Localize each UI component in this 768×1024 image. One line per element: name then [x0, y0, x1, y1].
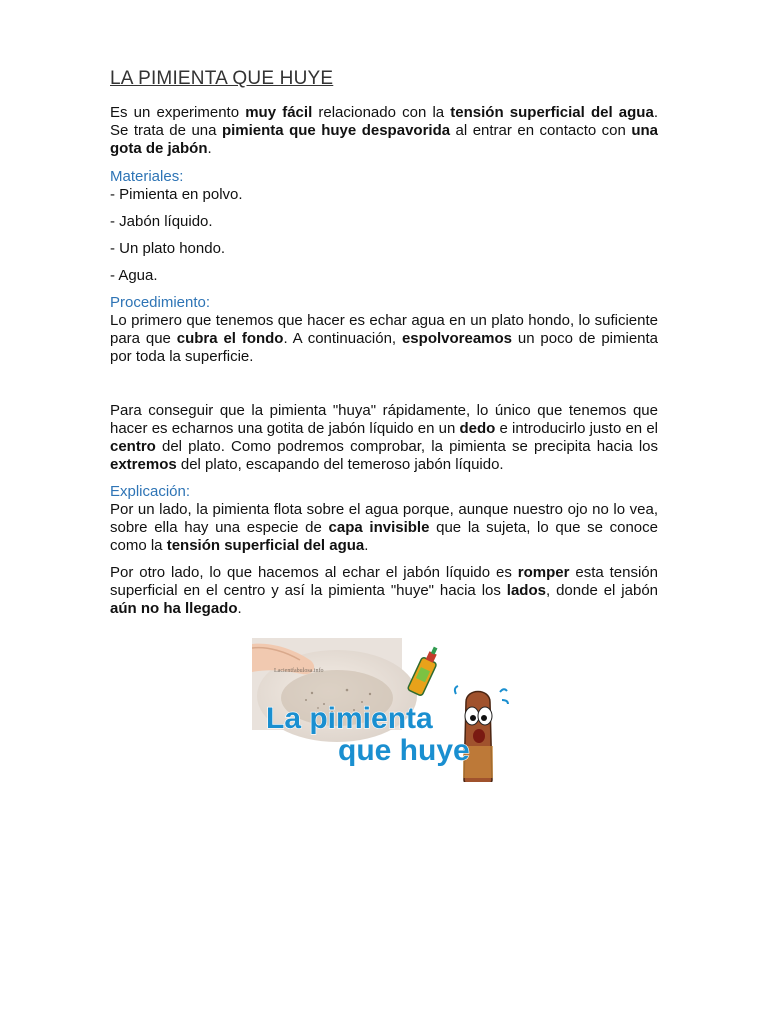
intro-text-1: Es un experimento: [110, 104, 246, 121]
procedure-p2-text-3: del plato. Como podremos comprobar, la pimienta se precipita hacia los: [155, 438, 658, 455]
material-item: - Pimienta en polvo.: [110, 186, 243, 203]
explanation-paragraph-1: [110, 501, 658, 555]
explanation-p2-bold-2: lados: [506, 582, 546, 599]
procedure-p1-text-2: . A continuación,: [283, 330, 402, 347]
explanation-p2-text-4: .: [237, 600, 242, 617]
explanation-p2-text-2: esta tensión superficial en el centro y así la pimienta "huye" hacia los: [110, 564, 658, 599]
explanation-p2-bold-3: aún no ha llegado: [110, 600, 238, 617]
materials-heading: Materiales:: [110, 168, 184, 185]
procedure-p2-text-2: e introducirlo justo en el: [495, 420, 658, 437]
explanation-p1-text-3: .: [364, 537, 369, 554]
intro-bold-4: una gota de jabón: [110, 122, 659, 157]
explanation-p1-bold-1: capa invisible: [328, 519, 430, 536]
page-title: LA PIMIENTA QUE HUYE: [110, 68, 334, 89]
intro-text-2: relacionado con la: [312, 104, 451, 121]
intro-bold-1: muy fácil: [245, 104, 313, 121]
document-page: [110, 68, 658, 618]
explanation-paragraph-2: [110, 564, 658, 618]
material-item: - Un plato hondo.: [110, 240, 226, 257]
experiment-illustration: [252, 638, 518, 782]
illustration-title-line-2: que huye: [338, 734, 470, 767]
procedure-p1-bold-2: espolvoreamos: [401, 330, 513, 347]
procedure-paragraph-2: [110, 402, 658, 474]
intro-bold-2: tensión superficial del agua: [450, 104, 654, 121]
procedure-p2-bold-1: dedo: [459, 420, 496, 437]
explanation-p2-bold-1: romper: [517, 564, 570, 581]
intro-text-5: .: [207, 140, 212, 157]
procedure-p1-bold-1: cubra el fondo: [176, 330, 284, 347]
explanation-p2-text-3: , donde el jabón: [545, 582, 658, 599]
illustration-title-line-1: La pimienta: [266, 702, 433, 735]
illustration-svg: [252, 638, 518, 782]
procedure-paragraph-1: [110, 312, 658, 366]
material-item: - Agua.: [110, 267, 158, 284]
material-item: - Jabón líquido.: [110, 213, 213, 230]
intro-paragraph: [110, 104, 658, 158]
intro-text-3: . Se trata de una: [110, 104, 658, 139]
procedure-heading: Procedimiento:: [110, 294, 211, 311]
procedure-p1-text-3: un poco de pimienta por toda la superficie.: [110, 330, 659, 365]
explanation-p1-text-1: Por un lado, la pimienta flota sobre el agua porque, aunque nuestro ojo no lo vea, sobre ella hay una especie de: [110, 501, 658, 536]
procedure-p2-bold-2: centro: [110, 438, 156, 455]
svg-text:Lacientfabulosa.info: Lacientfabulosa.info: [274, 668, 324, 674]
intro-bold-3: pimienta que huye despavorida: [221, 122, 451, 139]
explanation-heading: Explicación:: [110, 483, 191, 500]
explanation-p1-bold-2: tensión superficial del agua: [166, 537, 365, 554]
procedure-p2-bold-3: extremos: [110, 456, 177, 473]
procedure-p1-text-1: Lo primero que tenemos que hacer es echar agua en un plato hondo, lo suficiente para que: [110, 312, 658, 347]
explanation-p1-text-2: que la sujeta, lo que se conoce como la: [110, 519, 658, 554]
procedure-p2-text-1: Para conseguir que la pimienta "huya" rápidamente, lo único que tenemos que hacer es echarnos una gotita de jabón líquido en un: [110, 402, 658, 437]
procedure-p2-text-4: del plato, escapando del temeroso jabón líquido.: [176, 456, 504, 473]
intro-text-4: al entrar en contacto con: [450, 122, 632, 139]
explanation-p2-text-1: Por otro lado, lo que hacemos al echar el jabón líquido es: [110, 564, 518, 581]
